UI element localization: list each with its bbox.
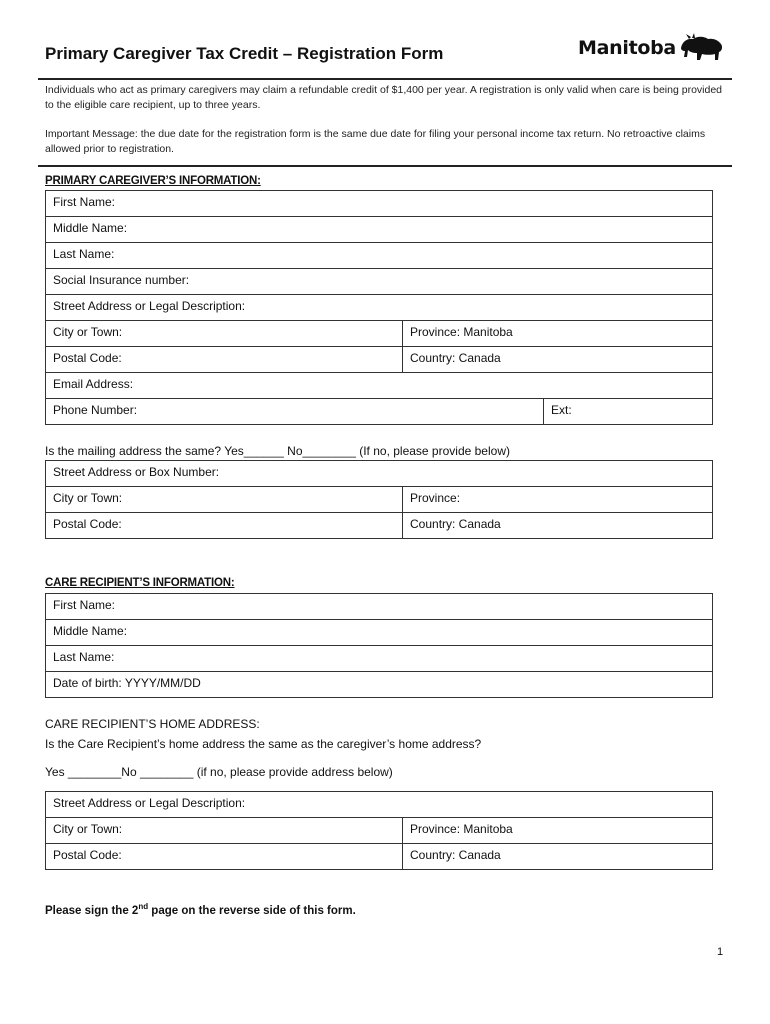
caregiver-email-field[interactable]: Email Address: (53, 377, 134, 391)
caregiver-middle-name-field[interactable]: Middle Name: (53, 221, 128, 235)
manitoba-logo (578, 32, 724, 64)
mailing-province-field[interactable]: Province: (402, 487, 712, 512)
recipient-first-name-field[interactable]: First Name: (53, 598, 116, 612)
caregiver-street-field[interactable]: Street Address or Legal Description: (53, 299, 246, 313)
caregiver-country-field[interactable]: Country: Canada (402, 347, 712, 372)
home-address-yes-no[interactable]: Yes ________No ________ (if no, please provide address below) (45, 765, 393, 779)
sign-note-suffix: page on the reverse side of this form. (148, 904, 356, 917)
mailing-country-field[interactable]: Country: Canada (402, 513, 712, 538)
mailing-city-field[interactable]: City or Town: (53, 491, 123, 505)
mailing-address-question[interactable]: Is the mailing address the same? Yes______ No________ (If no, please provide below) (45, 444, 510, 458)
recipient-dob-field[interactable]: Date of birth: YYYY/MM/DD (53, 676, 201, 690)
mailing-postal-field[interactable]: Postal Code: (53, 517, 122, 531)
sign-reverse-note (45, 902, 356, 917)
home-street-field[interactable]: Street Address or Legal Description: (53, 796, 246, 810)
page-number: 1 (717, 946, 724, 958)
caregiver-last-name-field[interactable]: Last Name: (53, 247, 115, 261)
sign-note-superscript: nd (138, 902, 149, 911)
form-title: Primary Caregiver Tax Credit – Registration Form (45, 44, 444, 63)
home-postal-field[interactable]: Postal Code: (53, 848, 122, 862)
recipient-middle-name-field[interactable]: Middle Name: (53, 624, 128, 638)
recipient-section-heading: CARE RECIPIENT’S INFORMATION: (45, 577, 235, 589)
caregiver-info-table (45, 190, 713, 425)
caregiver-section-heading: PRIMARY CAREGIVER’S INFORMATION: (45, 175, 261, 187)
sign-note-prefix: Please sign the 2 (45, 904, 139, 917)
mailing-address-table (45, 460, 713, 539)
bison-icon (678, 33, 724, 63)
recipient-info-table (45, 593, 713, 698)
caregiver-sin-field[interactable]: Social Insurance number: (53, 273, 190, 287)
home-address-heading: CARE RECIPIENT’S HOME ADDRESS: (45, 717, 260, 731)
mailing-street-field[interactable]: Street Address or Box Number: (53, 465, 220, 479)
header-divider (38, 78, 732, 80)
caregiver-province-field[interactable]: Province: Manitoba (402, 321, 712, 346)
caregiver-city-field[interactable]: City or Town: (53, 325, 123, 339)
home-address-question: Is the Care Recipient’s home address the same as the caregiver’s home address? (45, 737, 482, 751)
important-message: Important Message: the due date for the registration form is the same due date for filing your personal income tax return. No retroactive claims allowed prior to registration. (45, 128, 706, 155)
home-address-table (45, 791, 713, 870)
caregiver-ext-field[interactable]: Ext: (543, 399, 712, 424)
home-city-field[interactable]: City or Town: (53, 822, 123, 836)
caregiver-first-name-field[interactable]: First Name: (53, 195, 116, 209)
logo-text: Manitoba (578, 37, 676, 59)
recipient-last-name-field[interactable]: Last Name: (53, 650, 115, 664)
caregiver-phone-field[interactable]: Phone Number: (53, 403, 138, 417)
intro-paragraph: Individuals who act as primary caregivers may claim a refundable credit of $1,400 per year. A registration is only valid when care is being provided to the eligible care recipient, up to three years. (45, 84, 723, 111)
intro-divider (38, 165, 732, 167)
home-province-field[interactable]: Province: Manitoba (402, 818, 712, 843)
caregiver-postal-field[interactable]: Postal Code: (53, 351, 122, 365)
home-country-field[interactable]: Country: Canada (402, 844, 712, 869)
